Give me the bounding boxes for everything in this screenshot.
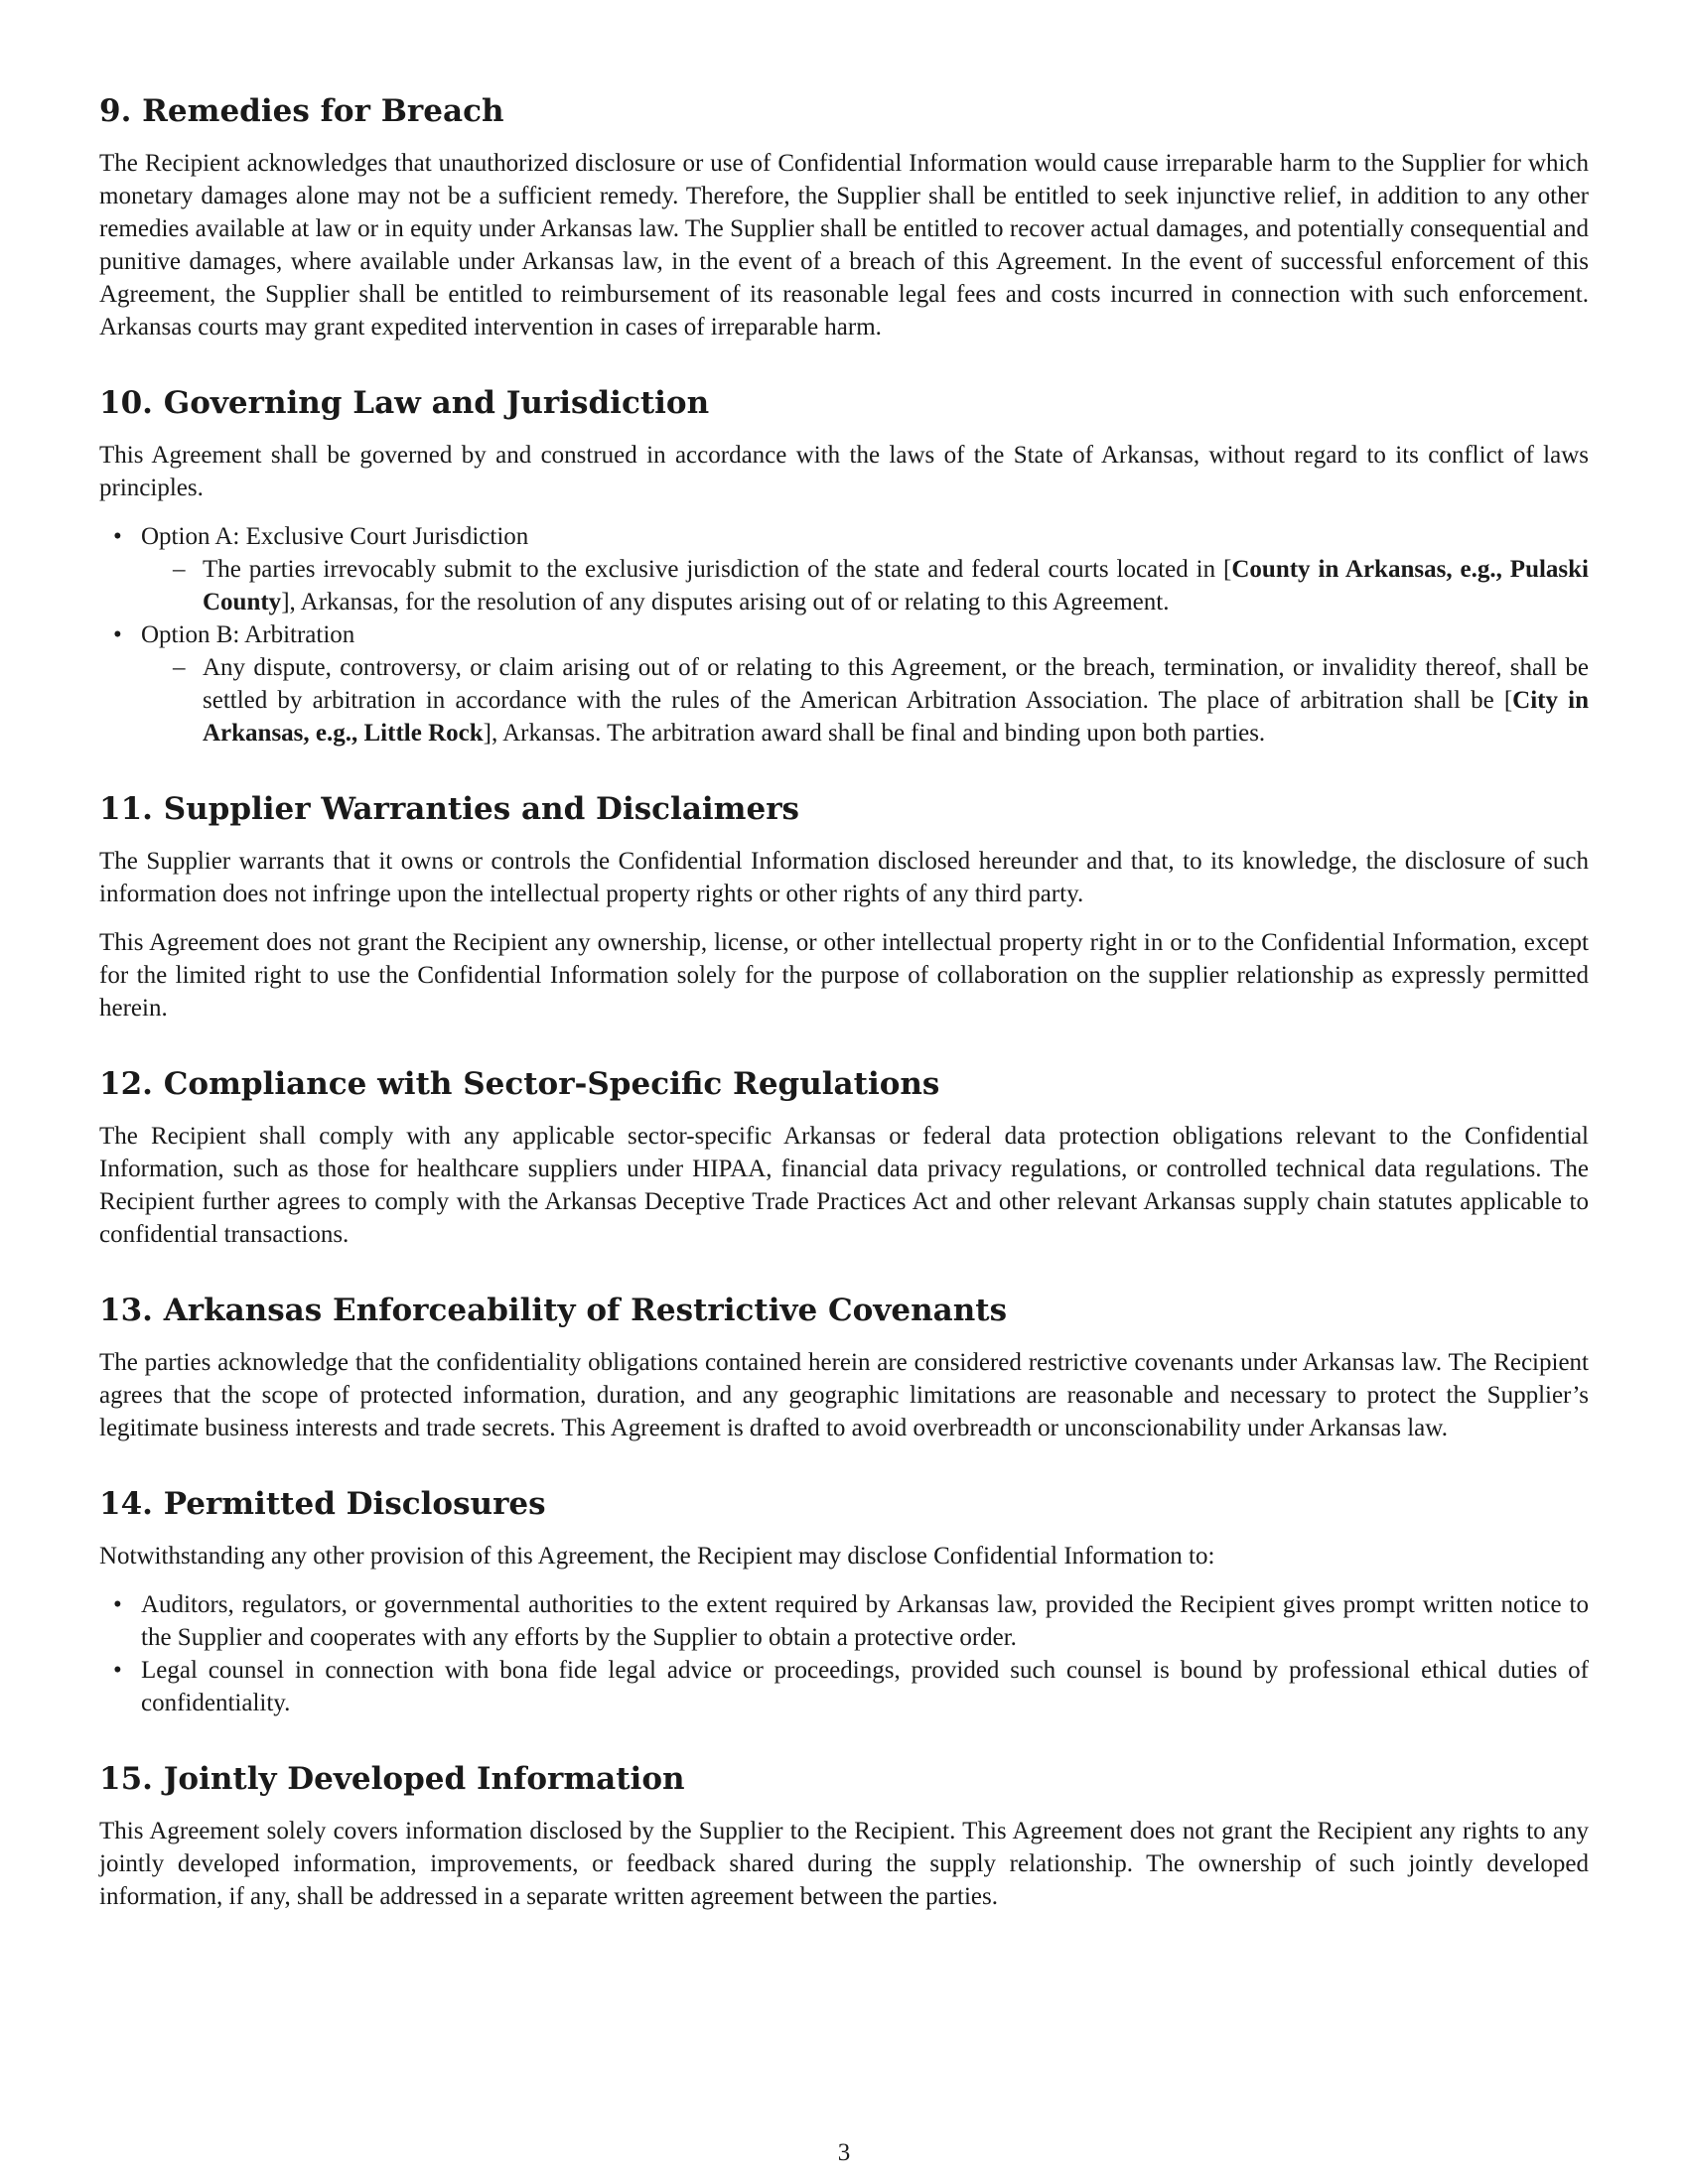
- list-item: [113, 1654, 1589, 1719]
- page-number: 3: [837, 2139, 851, 2166]
- bullet-marker: •: [113, 1591, 122, 1618]
- sub-list-item: [173, 651, 1589, 750]
- option-text-end: ], Arkansas, for the resolution of any disputes arising out of or relating to this Agreement.: [281, 589, 1170, 615]
- document-page: [99, 91, 1589, 1953]
- option-text: Any dispute, controversy, or claim arising out of or relating to this Agreement, or the breach, termination, or invalidity thereof, shall be settled by arbitration in accordance with the rules of the American Arbitration Association. The place of arbitration shall be [: [203, 654, 1589, 714]
- list-item-option-a: [113, 520, 1589, 618]
- section-heading: 14. Permitted Disclosures: [99, 1486, 546, 1522]
- section-supplier-warranties: [99, 789, 1589, 1024]
- dash-marker: –: [173, 556, 186, 583]
- jurisdiction-options-list: [99, 520, 1589, 750]
- paragraph: This Agreement does not grant the Recipient any ownership, license, or other intellectual property right in or to the Confidential Information, except for the limited right to use the Confidential Information solely for the purpose of collaboration on the supplier relationship as expressly permitted herein.: [99, 929, 1589, 1022]
- section-heading: 12. Compliance with Sector-Specific Regulations: [99, 1066, 940, 1102]
- placeholder-county: County in Arkansas, e.g., Pulaski County: [203, 556, 1589, 615]
- section-heading: 9. Remedies for Breach: [99, 93, 504, 129]
- paragraph: This Agreement shall be governed by and construed in accordance with the laws of the State of Arkansas, without regard to its conflict of laws principles.: [99, 442, 1589, 501]
- bullet-marker: •: [113, 523, 122, 550]
- section-restrictive-covenants: [99, 1291, 1589, 1444]
- paragraph: The Recipient shall comply with any applicable sector-specific Arkansas or federal data protection obligations relevant to the Confidential Information, such as those for healthcare suppliers under HIPAA, financial data privacy regulations, or controlled technical data regulations. The Recipient further agrees to comply with the Arkansas Deceptive Trade Practices Act and other relevant Arkansas supply chain statutes applicable to confidential transactions.: [99, 1123, 1589, 1248]
- paragraph: Notwithstanding any other provision of this Agreement, the Recipient may disclose Confidential Information to:: [99, 1543, 1215, 1570]
- option-label: Option A: Exclusive Court Jurisdiction: [141, 523, 529, 550]
- paragraph: The parties acknowledge that the confidentiality obligations contained herein are considered restrictive covenants under Arkansas law. The Recipient agrees that the scope of protected information, duration, and any geographic limitations are reasonable and necessary to protect the Supplier’s legitimate business interests and trade secrets. This Agreement is drafted to avoid overbreadth or unconscionability under Arkansas law.: [99, 1349, 1589, 1441]
- list-item: [113, 1588, 1589, 1654]
- list-item-text: Legal counsel in connection with bona fide legal advice or proceedings, provided such counsel is bound by professional ethical duties of confidentiality.: [141, 1657, 1589, 1716]
- placeholder-city: City in Arkansas, e.g., Little Rock: [203, 687, 1589, 747]
- paragraph: This Agreement solely covers information disclosed by the Supplier to the Recipient. This Agreement does not grant the Recipient any rights to any jointly developed information, improvements, or feedback shared during the supply relationship. The ownership of such jointly developed information, if any, shall be addressed in a separate written agreement between the parties.: [99, 1818, 1589, 1910]
- list-item-text: Auditors, regulators, or governmental authorities to the extent required by Arkansas law, provided the Recipient gives prompt written notice to the Supplier and cooperates with any efforts by the Supplier to obtain a protective order.: [141, 1591, 1589, 1651]
- sub-list: [141, 651, 1589, 750]
- section-governing-law: [99, 383, 1589, 750]
- section-remedies-for-breach: [99, 91, 1589, 343]
- sub-list-item: [173, 553, 1589, 618]
- option-text: The parties irrevocably submit to the exclusive jurisdiction of the state and federal courts located in [: [203, 556, 1232, 583]
- dash-marker: –: [173, 654, 186, 681]
- sub-list: [141, 553, 1589, 618]
- list-item-option-b: [113, 618, 1589, 750]
- bullet-marker: •: [113, 1657, 122, 1684]
- paragraph: The Supplier warrants that it owns or controls the Confidential Information disclosed hereunder and that, to its knowledge, the disclosure of such information does not infringe upon the intellectual property rights or other rights of any third party.: [99, 848, 1589, 907]
- permitted-disclosures-list: [99, 1588, 1589, 1719]
- section-jointly-developed: [99, 1759, 1589, 1913]
- section-sector-compliance: [99, 1064, 1589, 1251]
- section-heading: 10. Governing Law and Jurisdiction: [99, 385, 710, 421]
- section-heading: 11. Supplier Warranties and Disclaimers: [99, 791, 799, 827]
- section-permitted-disclosures: [99, 1484, 1589, 1719]
- section-heading: 13. Arkansas Enforceability of Restrictive Covenants: [99, 1293, 1008, 1328]
- option-text-end: ], Arkansas. The arbitration award shall be final and binding upon both parties.: [483, 720, 1266, 747]
- paragraph: The Recipient acknowledges that unauthorized disclosure or use of Confidential Information would cause irreparable harm to the Supplier for which monetary damages alone may not be a sufficient remedy. Therefore, the Supplier shall be entitled to seek injunctive relief, in addition to any other remedies available at law or in equity under Arkansas law. The Supplier shall be entitled to recover actual damages, and potentially consequential and punitive damages, where available under Arkansas law, in the event of a breach of this Agreement. In the event of successful enforcement of this Agreement, the Supplier shall be entitled to reimbursement of its reasonable legal fees and costs incurred in connection with such enforcement. Arkansas courts may grant expedited intervention in cases of irreparable harm.: [99, 150, 1589, 341]
- section-heading: 15. Jointly Developed Information: [99, 1761, 685, 1797]
- option-label: Option B: Arbitration: [141, 621, 355, 648]
- bullet-marker: •: [113, 621, 122, 648]
